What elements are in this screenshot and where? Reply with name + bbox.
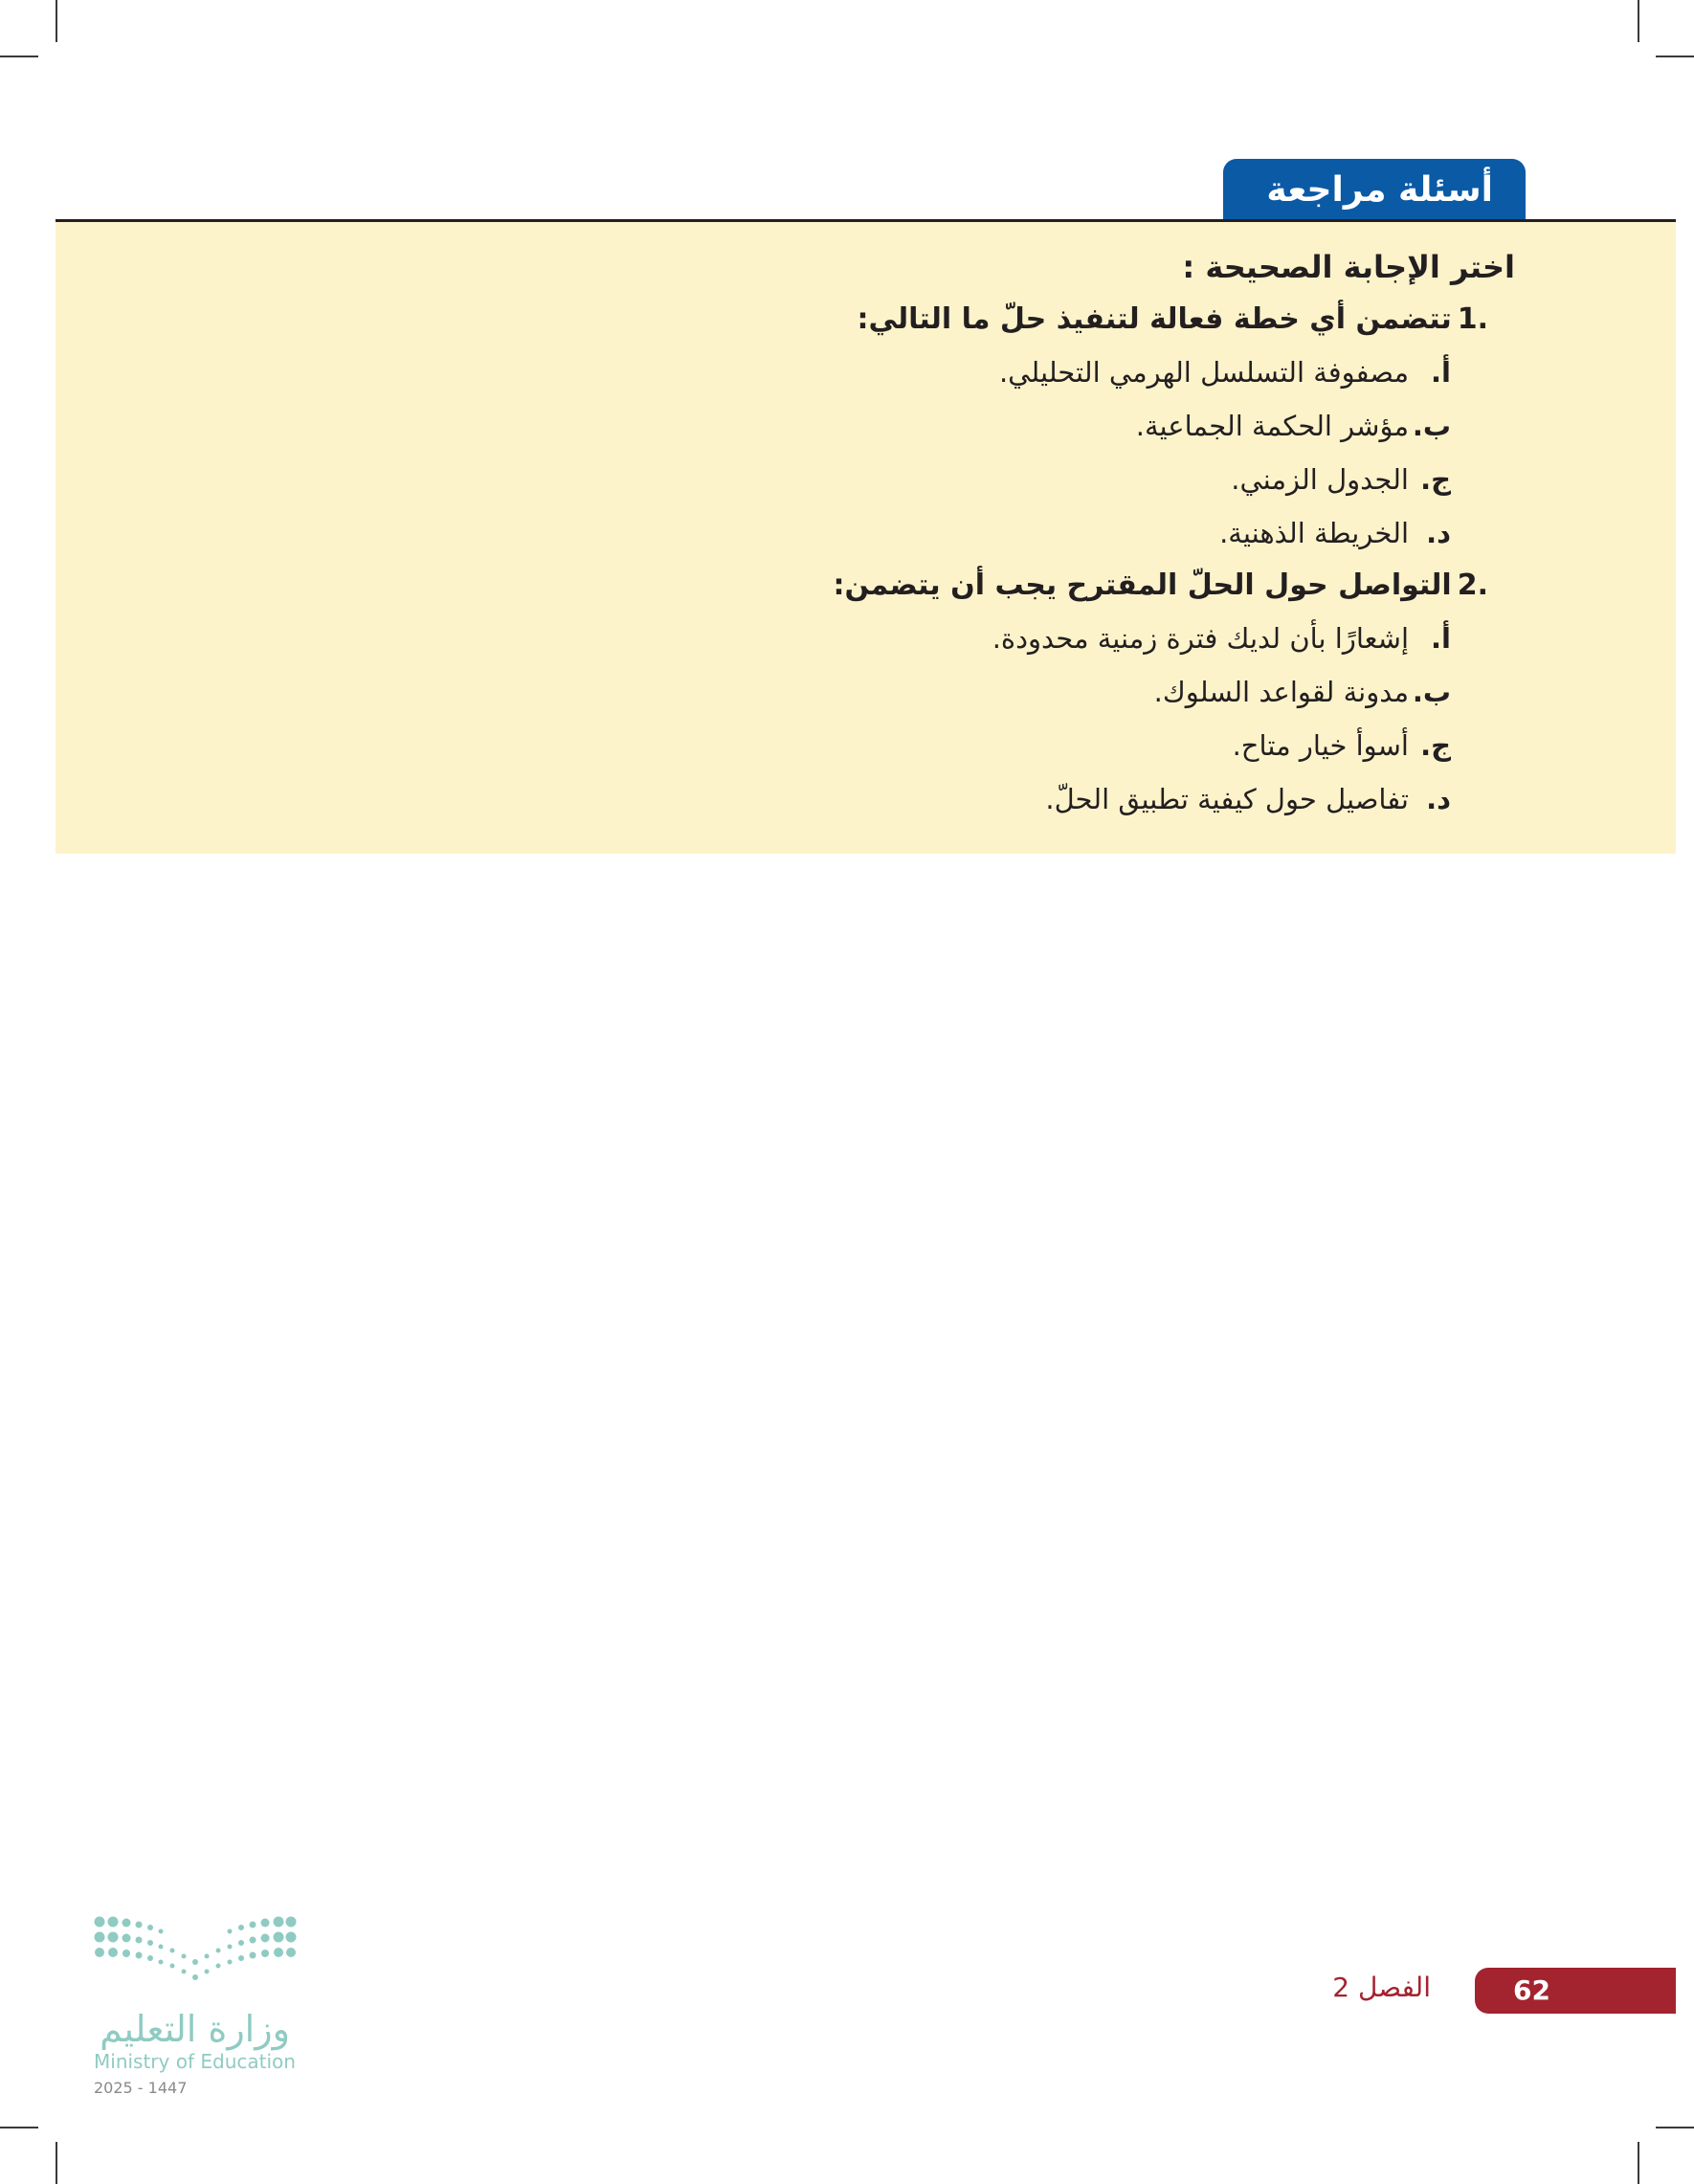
crop-mark bbox=[1638, 2142, 1639, 2184]
option-text: الجدول الزمني. bbox=[1231, 463, 1409, 496]
question-text: تتضمن أي خطة فعالة لتنفيذ حلّ ما التالي: bbox=[857, 302, 1452, 336]
question-1-option-a bbox=[999, 356, 1451, 389]
option-letter: د. bbox=[1426, 783, 1451, 815]
question-text: التواصل حول الحلّ المقترح يجب أن يتضمن: bbox=[833, 568, 1452, 602]
option-text: تفاصيل حول كيفية تطبيق الحلّ. bbox=[1045, 783, 1409, 815]
page-number-bar bbox=[1475, 1968, 1676, 2014]
option-text: الخريطة الذهنية. bbox=[1219, 517, 1409, 549]
question-1-option-b bbox=[1136, 410, 1451, 442]
ministry-name-arabic: وزارة التعليم bbox=[100, 2008, 290, 2050]
option-text: مدونة لقواعد السلوك. bbox=[1153, 676, 1409, 708]
ministry-name-english: Ministry of Education bbox=[94, 2050, 296, 2073]
option-letter: أ. bbox=[1431, 356, 1451, 389]
option-letter: ج. bbox=[1420, 463, 1451, 496]
crop-mark bbox=[0, 2127, 38, 2128]
option-letter: أ. bbox=[1431, 622, 1451, 655]
option-text: مؤشر الحكمة الجماعية. bbox=[1135, 410, 1409, 442]
option-text: إشعارًا بأن لديك فترة زمنية محدودة. bbox=[992, 622, 1409, 655]
option-letter: د. bbox=[1426, 517, 1451, 549]
option-text: أسوأ خيار متاح. bbox=[1232, 729, 1409, 762]
question-2-option-c bbox=[1233, 729, 1451, 762]
option-text: مصفوفة التسلسل الهرمي التحليلي. bbox=[998, 356, 1409, 389]
instruction-heading: اختر الإجابة الصحيحة : bbox=[1182, 249, 1515, 285]
crop-mark bbox=[1656, 2127, 1694, 2128]
question-1-option-c bbox=[1231, 463, 1451, 496]
section-title-tab bbox=[1223, 159, 1526, 220]
question-2 bbox=[834, 568, 1489, 602]
section-title: أسئلة مراجعة bbox=[1266, 169, 1493, 210]
question-number: 2. bbox=[1457, 568, 1488, 602]
chapter-label: الفصل 2 bbox=[1332, 1972, 1431, 2003]
review-questions-box bbox=[56, 222, 1676, 854]
page-number: 62 bbox=[1513, 1974, 1550, 2006]
option-letter: ج. bbox=[1420, 729, 1451, 762]
crop-mark bbox=[1638, 0, 1639, 42]
question-1 bbox=[857, 302, 1488, 336]
crop-mark bbox=[1656, 56, 1694, 57]
question-number: 1. bbox=[1457, 302, 1488, 336]
question-1-option-d bbox=[1219, 517, 1451, 549]
ministry-logo bbox=[92, 1914, 302, 2106]
question-2-option-a bbox=[992, 622, 1451, 655]
question-2-option-b bbox=[1154, 676, 1451, 708]
crop-mark bbox=[0, 56, 38, 57]
option-letter: ب. bbox=[1412, 410, 1451, 442]
question-2-option-d bbox=[1045, 783, 1451, 815]
option-letter: ب. bbox=[1412, 676, 1451, 708]
ministry-dots-icon bbox=[92, 1914, 298, 1991]
ministry-year: 2025 - 1447 bbox=[94, 2079, 188, 2097]
crop-mark bbox=[56, 0, 57, 42]
crop-mark bbox=[56, 2142, 57, 2184]
